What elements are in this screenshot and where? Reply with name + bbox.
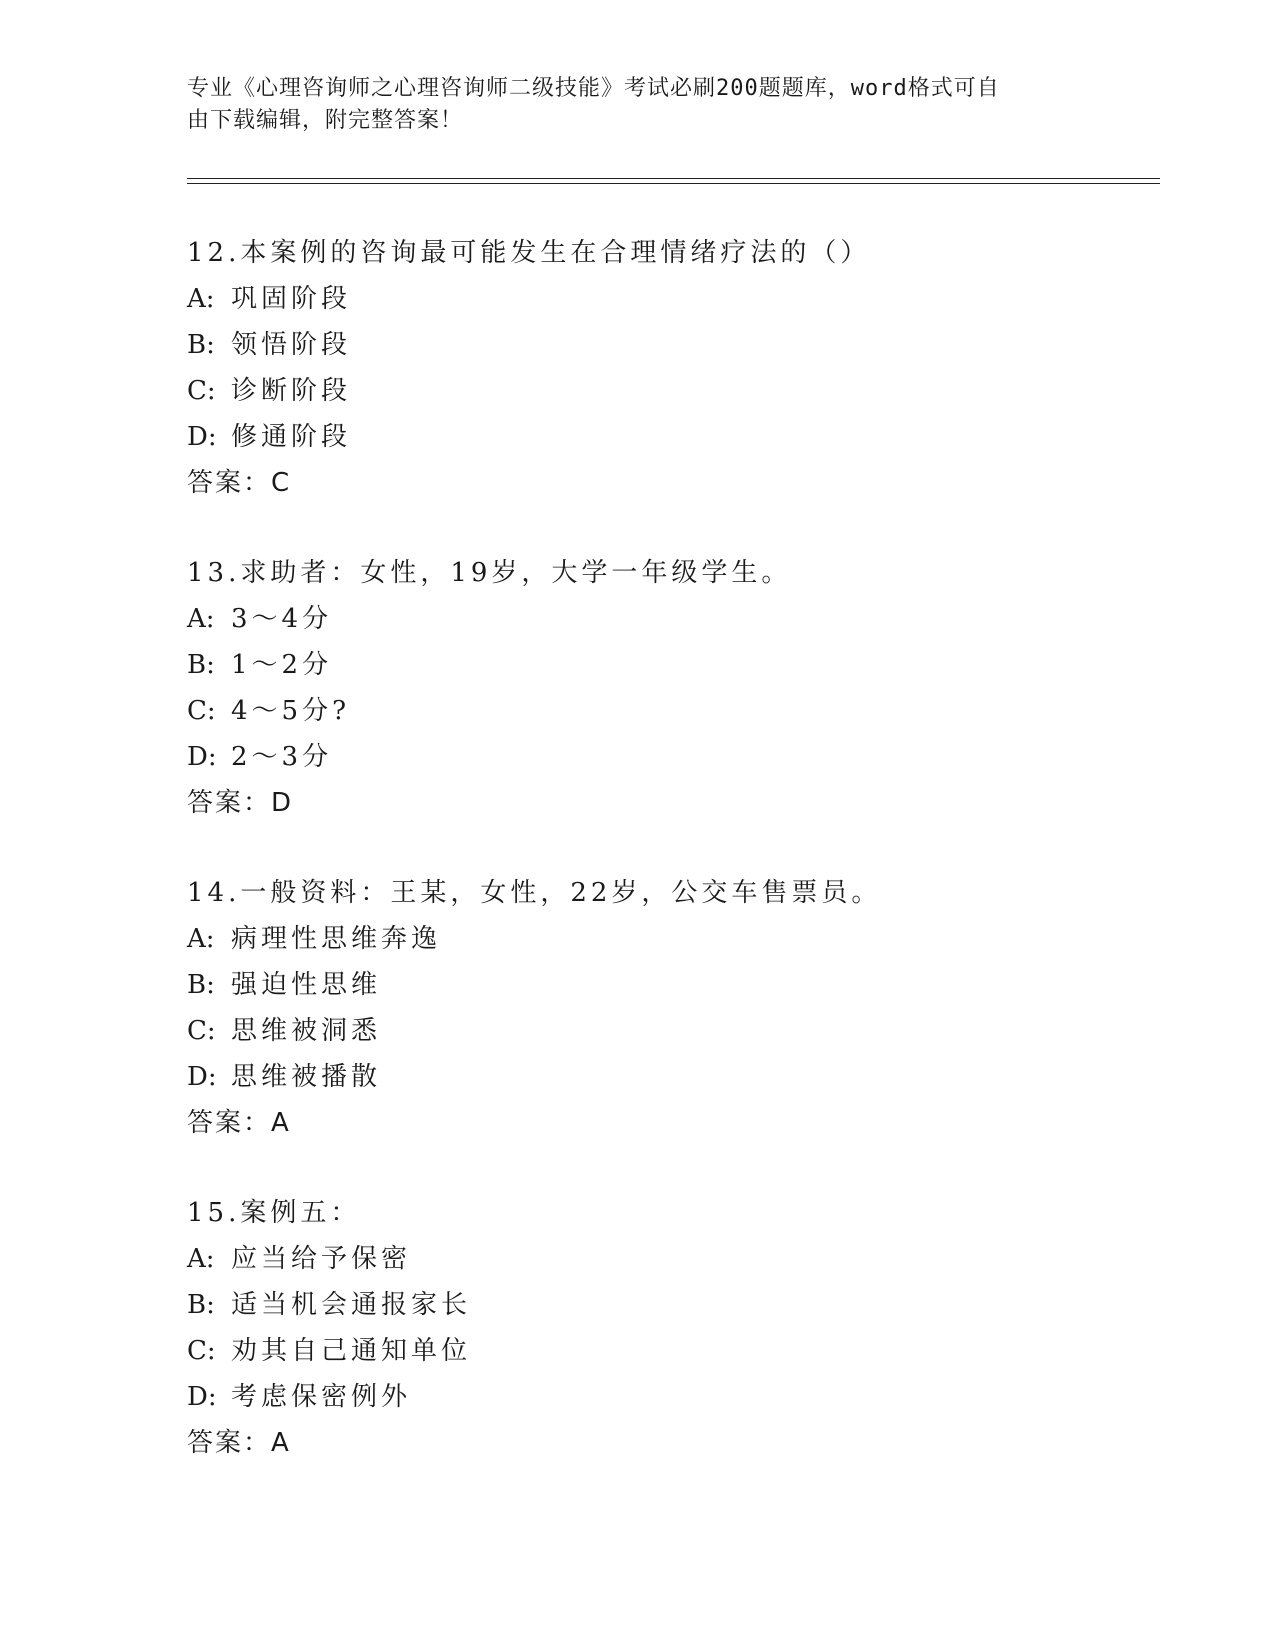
option-a	[187, 276, 1167, 322]
option-d	[187, 734, 1167, 780]
option-key: D:	[187, 422, 217, 452]
option-b	[187, 1282, 1167, 1328]
option-key: A:	[187, 284, 215, 314]
option-text: 应当给予保密	[231, 1244, 412, 1274]
option-b	[187, 322, 1167, 368]
answer-value: A	[271, 1428, 291, 1458]
option-c	[187, 368, 1167, 414]
question-15	[187, 1190, 1167, 1466]
option-key: A:	[187, 1244, 215, 1274]
option-text: 思维被洞悉	[231, 1016, 382, 1046]
answer-label: 答案：	[187, 1108, 272, 1138]
option-c	[187, 1008, 1167, 1054]
option-text: 3～4分	[231, 604, 333, 634]
header-divider-bottom	[187, 183, 1160, 184]
answer-line	[187, 780, 1167, 826]
option-text: 1～2分	[231, 650, 333, 680]
answer-label: 答案：	[187, 788, 272, 818]
header-line-2: 由下载编辑，附完整答案！	[187, 108, 464, 133]
option-c	[187, 688, 1167, 734]
option-text: 劝其自己通知单位	[231, 1336, 472, 1366]
answer-value: A	[271, 1108, 291, 1138]
option-a	[187, 1236, 1167, 1282]
option-b	[187, 962, 1167, 1008]
option-key: C:	[187, 1016, 216, 1046]
option-text: 2～3分	[231, 742, 333, 772]
option-a	[187, 916, 1167, 962]
option-key: B:	[187, 1290, 215, 1320]
option-a	[187, 596, 1167, 642]
answer-value: C	[271, 468, 292, 498]
option-text: 适当机会通报家长	[231, 1290, 472, 1320]
question-stem: 14.一般资料：王某，女性，22岁，公交车售票员。	[187, 878, 882, 908]
option-key: B:	[187, 650, 215, 680]
option-text: 4～5分?	[231, 696, 351, 726]
question-12	[187, 230, 1167, 506]
question-stem: 13.求助者：女性，19岁，大学一年级学生。	[187, 558, 792, 588]
option-key: C:	[187, 376, 216, 406]
option-key: C:	[187, 696, 216, 726]
option-c	[187, 1328, 1167, 1374]
answer-label: 答案：	[187, 1428, 272, 1458]
option-b	[187, 642, 1167, 688]
option-d	[187, 1374, 1167, 1420]
answer-line	[187, 1100, 1167, 1146]
option-key: A:	[187, 604, 215, 634]
answer-line	[187, 460, 1167, 506]
option-text: 病理性思维奔逸	[231, 924, 442, 954]
question-stem: 15.案例五：	[187, 1198, 361, 1228]
option-d	[187, 1054, 1167, 1100]
option-text: 巩固阶段	[231, 284, 352, 314]
header-line-1: 专业《心理咨询师之心理咨询师二级技能》考试必刷200题题库，word格式可自	[187, 76, 1000, 101]
option-key: A:	[187, 924, 215, 954]
answer-label: 答案：	[187, 468, 272, 498]
question-13	[187, 550, 1167, 826]
option-d	[187, 414, 1167, 460]
option-text: 修通阶段	[231, 422, 352, 452]
document-header	[187, 73, 1067, 137]
option-key: D:	[187, 742, 217, 772]
answer-line	[187, 1420, 1167, 1466]
answer-value: D	[271, 788, 294, 818]
option-text: 思维被播散	[231, 1062, 382, 1092]
header-divider-top	[187, 178, 1160, 179]
option-text: 诊断阶段	[231, 376, 352, 406]
option-key: B:	[187, 970, 215, 1000]
question-stem: 12.本案例的咨询最可能发生在合理情绪疗法的（）	[187, 238, 871, 268]
option-text: 强迫性思维	[231, 970, 382, 1000]
question-14	[187, 870, 1167, 1146]
option-key: D:	[187, 1382, 217, 1412]
option-text: 考虑保密例外	[231, 1382, 412, 1412]
option-key: B:	[187, 330, 215, 360]
option-key: C:	[187, 1336, 216, 1366]
option-text: 领悟阶段	[231, 330, 352, 360]
option-key: D:	[187, 1062, 217, 1092]
